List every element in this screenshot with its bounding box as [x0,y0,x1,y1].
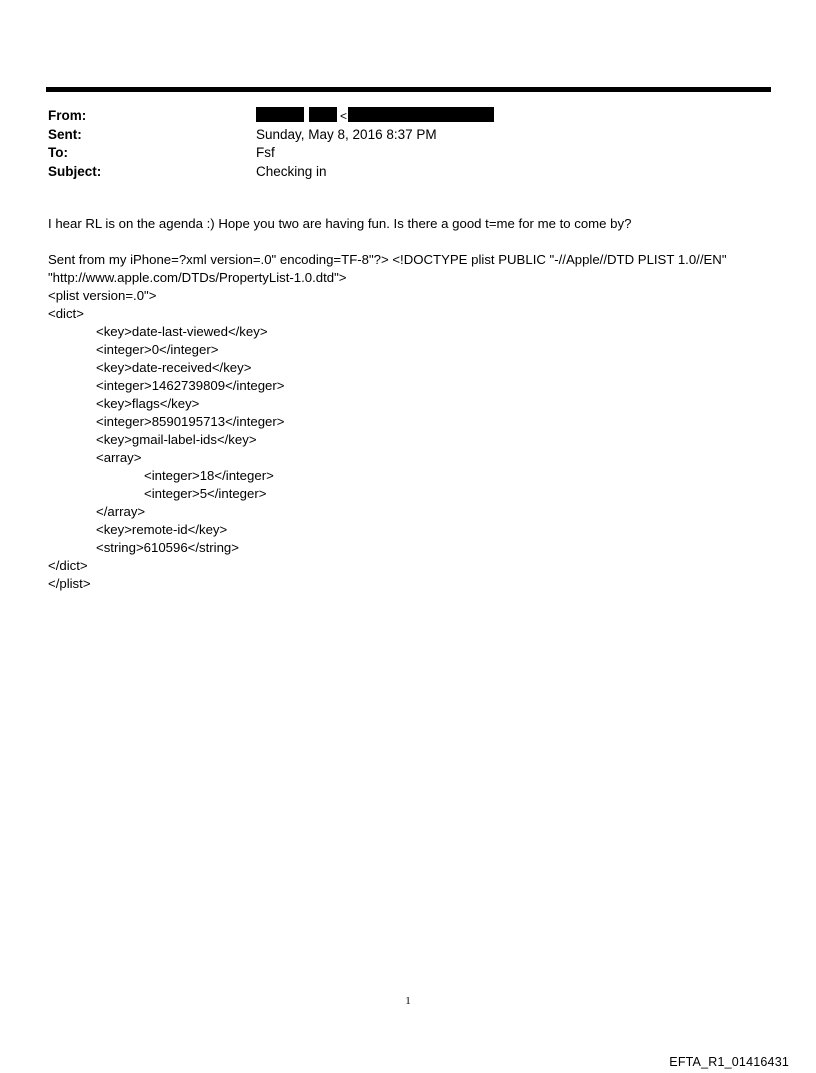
body-line: <integer>8590195713</integer> [96,414,285,429]
paragraph-gap [48,233,778,251]
to-value: Fsf [256,145,275,160]
subject-value: Checking in [256,163,327,179]
sent-label: Sent: [48,126,82,142]
to-row [48,144,768,163]
body-line: <key>date-last-viewed</key> [96,324,268,339]
body-line: <integer>1462739809</integer> [96,378,285,393]
body-line: "http://www.apple.com/DTDs/PropertyList-1.0.dtd"> [48,270,347,285]
page-number: 1 [405,995,411,1007]
email-header [48,107,768,181]
body-line: </plist> [48,576,91,591]
body-line: <string>610596</string> [96,540,239,555]
email-body [48,215,778,593]
body-line: Sent from my iPhone=?xml version=.0" encoding=TF-8"?> <!DOCTYPE plist PUBLIC "-//Apple//DTD PLIST 1.0//EN" [48,252,727,267]
body-line: <integer>5</integer> [144,486,267,501]
subject-label: Subject: [48,163,102,179]
document-id: EFTA_R1_01416431 [669,1055,789,1069]
sent-row [48,126,768,145]
body-line: </dict> [48,558,88,573]
top-rule [46,87,771,92]
body-line: <key>remote-id</key> [96,522,228,537]
body-line: </array> [96,504,146,519]
from-value [256,107,494,126]
sent-value: Sunday, May 8, 2016 8:37 PM [256,126,437,142]
redaction-block [309,107,337,122]
body-line: <plist version=.0"> [48,288,157,303]
subject-row [48,163,768,182]
body-line: <key>date-received</key> [96,360,252,375]
from-label: From: [48,108,87,123]
from-angle-bracket: < [340,109,348,123]
body-line: <dict> [48,306,84,321]
from-row [48,107,768,126]
to-label: To: [48,145,68,160]
redaction-block [348,107,494,122]
body-line: <integer>0</integer> [96,342,219,357]
redaction-block [256,107,304,122]
body-line: <key>flags</key> [96,396,200,411]
body-line: <integer>18</integer> [144,468,274,483]
body-line: <key>gmail-label-ids</key> [96,432,257,447]
message-text: I hear RL is on the agenda :) Hope you two are having fun. Is there a good t=me for me to come by? [48,216,632,231]
body-line: <array> [96,450,142,465]
